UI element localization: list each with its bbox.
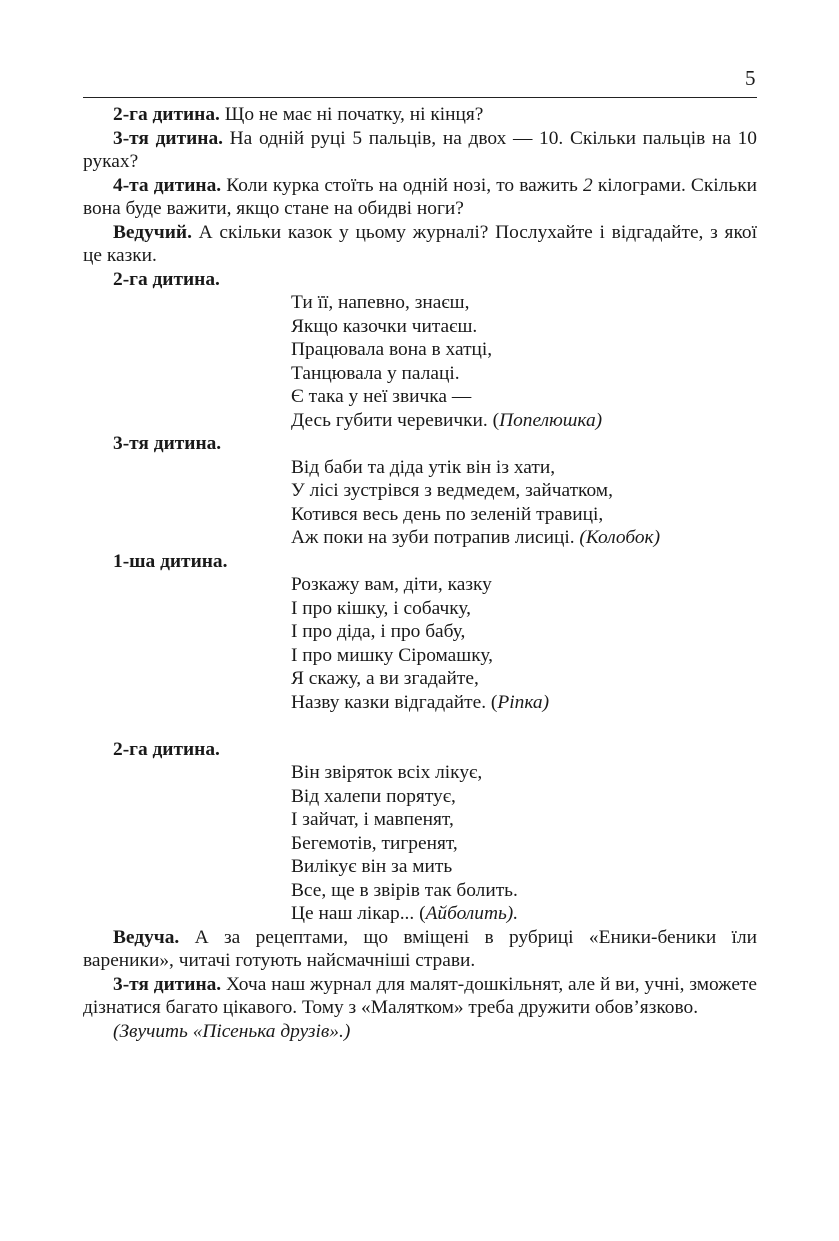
stage-direction-text: (Звучить «Пісенька друзів».) — [113, 1020, 351, 1042]
riddle-answer: Ріпка) — [497, 691, 550, 713]
dialogue-text: На одній руці 5 пальців, на двох — 10. Скільки пальців на 10 руках? — [83, 127, 757, 172]
verse-line: Бегемотів, тигренят, — [291, 832, 458, 854]
verse-line: Я скажу, а ви згадайте, — [291, 668, 479, 689]
riddle-verse — [291, 761, 757, 926]
riddle-verse — [291, 291, 757, 432]
dialogue-text: Хоча наш журнал для малят-дошкільнят, але й ви, учні, зможете дізнатися багато цікавого. Тому з «Малятком» треба дружити обов’язково. — [83, 973, 758, 1018]
stage-direction — [83, 1020, 757, 1044]
verse-line: Вилікує він за мить — [291, 856, 453, 877]
riddle-speaker — [83, 550, 757, 574]
dialogue-number: 2 — [583, 174, 593, 196]
riddle-verse — [291, 456, 757, 550]
verse-line: І про кішку, і собачку, — [291, 597, 471, 619]
speaker-label: Ведуча. — [113, 926, 180, 948]
verse-line: Від халепи порятує, — [291, 785, 456, 807]
dialogue-line — [83, 127, 757, 174]
verse-line: Котився весь день по зеленій травиці, — [291, 503, 604, 525]
verse-line: І про мишку Сіромашку, — [291, 644, 493, 666]
speaker-label: 4-та дитина. — [113, 174, 222, 196]
dialogue-text: А скільки казок у цьому журналі? Послухайте і відгадайте, з якої це казки. — [83, 221, 757, 266]
dialogue-line — [83, 973, 757, 1020]
verse-line: І про діда, і про бабу, — [291, 621, 466, 642]
verse-line: Він звіряток всіх лікує, — [291, 762, 483, 783]
riddle-speaker — [83, 432, 757, 456]
spacer — [83, 714, 757, 738]
speaker-label: 2-га дитина. — [113, 738, 220, 760]
verse-text: Назву казки відгадайте. ( — [291, 691, 498, 713]
riddle-answer: Айболить). — [425, 903, 519, 924]
speaker-label: 3-тя дитина. — [113, 433, 222, 454]
verse-line — [291, 409, 757, 433]
verse-line: Від баби та діда утік він із хати, — [291, 456, 556, 478]
speaker-label: 3-тя дитина. — [113, 973, 222, 995]
verse-text: Аж поки на зуби потрапив лисиці. — [291, 527, 580, 548]
verse-line: Є така у неї звичка — — [291, 386, 472, 407]
verse-line: Працювала вона в хатці, — [291, 339, 493, 360]
dialogue-text: Що не має ні початку, ні кінця? — [219, 104, 484, 125]
speaker-label: 3-тя дитина. — [113, 127, 223, 149]
dialogue-text: Коли курка стоїть на одній нозі, то важить — [221, 174, 584, 196]
verse-text: Десь губити черевички. ( — [291, 409, 500, 431]
page-number: 5 — [745, 66, 756, 90]
verse-line: Ти її, напевно, знаєш, — [291, 292, 470, 313]
verse-line: Все, ще в звірів так болить. — [291, 879, 518, 901]
header-rule — [83, 97, 757, 98]
riddle-speaker — [83, 738, 757, 762]
speaker-label: 2-га дитина. — [113, 104, 220, 125]
dialogue-line — [83, 174, 757, 221]
dialogue-line — [83, 221, 757, 268]
riddle-answer: Попелюшка) — [499, 409, 603, 431]
riddle-verse — [291, 573, 757, 714]
verse-line: Якщо казочки читаєш. — [291, 315, 478, 337]
page-content — [83, 103, 757, 1043]
riddle-answer: (Колобок) — [579, 527, 661, 548]
dialogue-text: кілограми. Скільки вона буде важити, якщо стане на обидві ноги? — [83, 174, 757, 219]
verse-line: Розкажу вам, діти, казку — [291, 574, 492, 595]
verse-line: Танцювала у палаці. — [291, 362, 460, 384]
riddle-speaker — [83, 268, 757, 292]
dialogue-text: А за рецептами, що вміщені в рубриці «Еники-беники їли вареники», читачі готують найсмачніші страви. — [83, 926, 757, 971]
verse-line — [291, 902, 757, 926]
speaker-label: 1-ша дитина. — [113, 550, 228, 572]
verse-line — [291, 691, 757, 715]
speaker-label: Ведучий. — [113, 221, 192, 243]
verse-line: І зайчат, і мавпенят, — [291, 809, 454, 830]
speaker-label: 2-га дитина. — [113, 268, 220, 290]
verse-text: Це наш лікар... ( — [291, 903, 426, 924]
dialogue-line — [83, 926, 757, 973]
verse-line: У лісі зустрівся з ведмедем, зайчатком, — [291, 480, 613, 501]
dialogue-line — [83, 103, 757, 127]
verse-line — [291, 526, 757, 550]
